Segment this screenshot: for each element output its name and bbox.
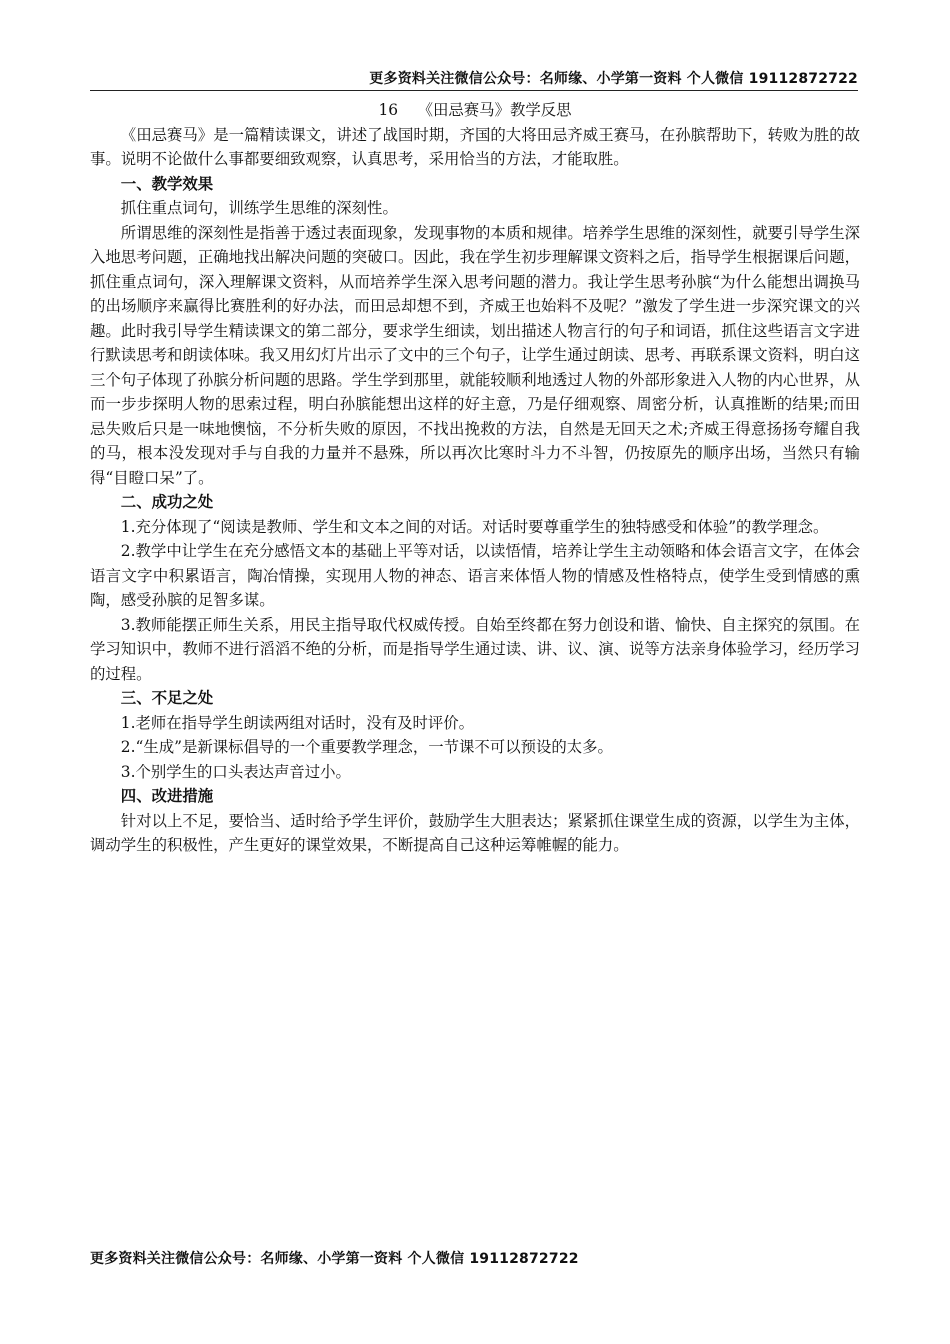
- list-item: 1.充分体现了“阅读是教师、学生和文本之间的对话。对话时要尊重学生的独特感受和体验”的教学理念。: [120, 517, 829, 536]
- section-heading-shortcomings: 三、不足之处: [120, 689, 214, 707]
- paragraph: 针对以上不足，要恰当、适时给予学生评价，鼓励学生大胆表达；紧紧抓住课堂生成的资源，以学生为主体，调动学生的积极性，产生更好的课堂效果，不断提高自己这种运筹帷幄的能力。: [90, 811, 860, 854]
- paragraph: 抓住重点词句，训练学生思维的深刻性。: [120, 199, 398, 217]
- section-heading-successes: 二、成功之处: [120, 493, 214, 511]
- document-body: [90, 98, 860, 858]
- list-item: 1.老师在指导学生朗读两组对话时，没有及时评价。: [120, 713, 475, 732]
- section-heading-improvements: 四、改进措施: [120, 787, 214, 805]
- list-item: 3.个别学生的口头表达声音过小。: [120, 762, 351, 781]
- list-item: 2.教学中让学生在充分感悟文本的基础上平等对话，以读悟情，培养让学生主动领略和体会语言文字，在体会语言文字中积累语言，陶冶情操，实现用人物的神态、语言来体悟人物的情感及性格特点，使学生受到情感的熏陶，感受孙膑的足智多谋。: [90, 542, 860, 609]
- intro-paragraph: 《田忌赛马》是一篇精读课文，讲述了战国时期，齐国的大将田忌齐威王赛马，在孙膑帮助下，转败为胜的故事。说明不论做什么事都要细致观察，认真思考，采用恰当的方法，才能取胜。: [90, 125, 860, 168]
- document-title: 16 《田忌赛马》教学反思: [378, 101, 572, 119]
- paragraph: 所谓思维的深刻性是指善于透过表面现象，发现事物的本质和规律。培养学生思维的深刻性，就要引导学生深入地思考问题，正确地找出解决问题的突破口。因此，我在学生初步理解课文资料之后，指导学生根据课后问题，抓住重点词句，深入理解课文资料，从而培养学生深入思考问题的潜力。我让学生思考孙膑“为什么能想出调换马的出场顺序来赢得比赛胜利的好办法，而田忌却想不到，齐威王也始料不及呢？”激发了学生进一步深究课文的兴趣。此时我引导学生精读课文的第二部分，要求学生细读，划出描述人物言行的句子和词语，抓住这些语言文字进行默读思考和朗读体味。我又用幻灯片出示了文中的三个句子，让学生通过朗读、思考、再联系课文资料，明白这三个句子体现了孙膑分析问题的思路。学生学到那里，就能较顺利地透过人物的外部形象进入人物的内心世界，从而一步步探明人物的思索过程，明白孙膑能想出这样的好主意，乃是仔细观察、周密分析，认真推断的结果;而田忌失败后只是一味地懊恼，不分析失败的原因，不找出挽救的方法，自然是无回天之术;齐威王得意扬扬夸耀自我的马，根本没发现对手与自我的力量并不悬殊，所以再次比寒时斗力不斗智，仍按原先的顺序出场，当然只有输得“目瞪口呆”了。: [90, 223, 860, 487]
- list-item: 2.“生成”是新课标倡导的一个重要教学理念，一节课不可以预设的太多。: [120, 738, 613, 756]
- list-item: 3.教师能摆正师生关系，用民主指导取代权威传授。自始至终都在努力创设和谐、愉快、自主探究的氛围。在学习知识中，教师不进行滔滔不绝的分析，而是指导学生通过读、讲、议、演、说等方法亲身体验学习，经历学习的过程。: [90, 615, 860, 683]
- section-heading-teaching-effect: 一、教学效果: [120, 174, 214, 193]
- page-footer: 更多资料关注微信公众号：名师缘、小学第一资料 个人微信 19112872722: [90, 1251, 579, 1267]
- page-header: 更多资料关注微信公众号：名师缘、小学第一资料 个人微信 19112872722: [90, 68, 858, 91]
